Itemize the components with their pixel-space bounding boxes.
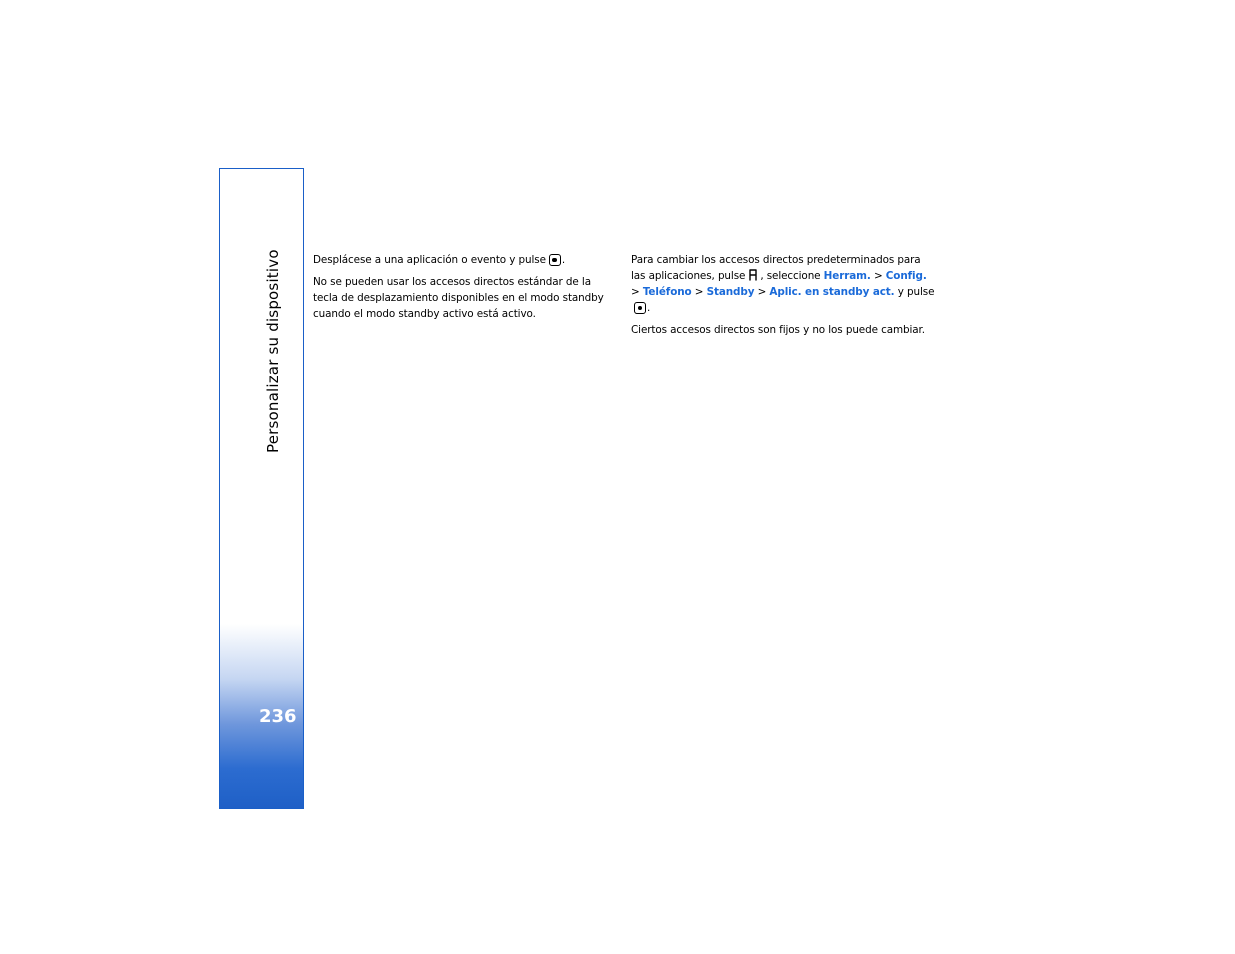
menu-config: Config. xyxy=(885,270,927,282)
menu-herram: Herram. xyxy=(823,270,871,282)
page-number: 236 xyxy=(259,706,297,727)
menu-telefono: Teléfono xyxy=(642,286,692,298)
menu-key-icon xyxy=(747,269,759,281)
scroll-key-icon xyxy=(634,302,646,314)
paragraph-fixed-shortcuts: Ciertos accesos directos son fijos y no los puede cambiar. xyxy=(631,324,925,336)
left-column xyxy=(313,252,618,328)
paragraph-scroll-instruction: Desplácese a una aplicación o evento y pulse . xyxy=(313,254,566,266)
scroll-key-icon xyxy=(549,254,561,266)
paragraph-change-shortcuts: Para cambiar los accesos directos predeterminados para las aplicaciones, pulse , seleccione Herram. > Config. > Teléfono > Standby > Aplic. en standby act. y pulse. xyxy=(631,254,935,314)
menu-aplic-standby-act: Aplic. en standby act. xyxy=(769,286,895,298)
chapter-title: Personalizar su dispositivo xyxy=(264,249,282,453)
paragraph-standby-note: No se pueden usar los accesos directos estándar de la tecla de desplazamiento disponibles en el modo standby cuando el modo standby activo está activo. xyxy=(313,276,604,320)
menu-standby: Standby xyxy=(706,286,755,298)
right-column xyxy=(631,252,936,344)
